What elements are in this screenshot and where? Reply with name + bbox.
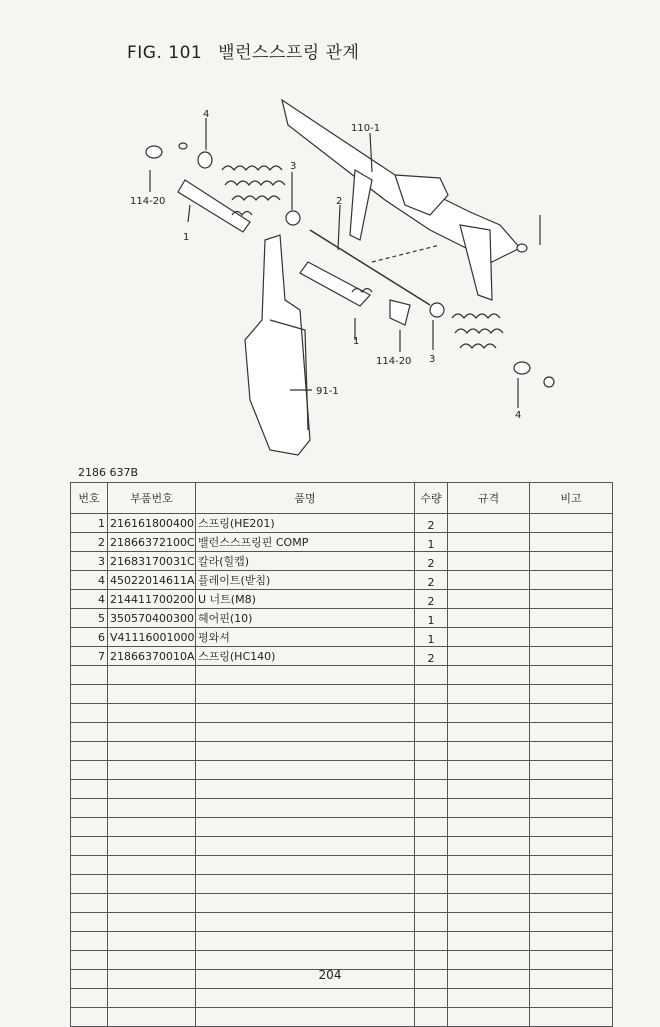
cell-name — [196, 837, 415, 856]
cell-spec — [448, 590, 530, 609]
cell-remarks — [530, 514, 613, 533]
cell-part-no — [108, 837, 196, 856]
cell-qty — [415, 932, 448, 951]
cell-remarks — [530, 1008, 613, 1027]
cell-qty — [415, 780, 448, 799]
cell-remarks — [530, 723, 613, 742]
cell-spec — [448, 514, 530, 533]
cell-spec — [448, 723, 530, 742]
cell-remarks — [530, 628, 613, 647]
cell-name — [196, 932, 415, 951]
table-header-row — [71, 483, 613, 514]
cell-remarks — [530, 666, 613, 685]
table-row — [71, 1008, 613, 1027]
figure-caption: 밸런스스프링 관계 — [218, 43, 360, 63]
col-header-remarks: 비고 — [530, 483, 613, 514]
cell-name: 평와셔 — [196, 628, 415, 647]
cell-qty — [415, 875, 448, 894]
cell-no: 5 — [71, 609, 108, 628]
cell-part-no — [108, 951, 196, 970]
table-row — [71, 856, 613, 875]
cell-remarks — [530, 704, 613, 723]
cell-name: 칼라(힐캡) — [196, 552, 415, 571]
table-row — [71, 742, 613, 761]
cell-no — [71, 1008, 108, 1027]
cell-part-no: 216161800400 — [108, 514, 196, 533]
cell-qty — [415, 894, 448, 913]
cell-remarks — [530, 552, 613, 571]
cell-name — [196, 723, 415, 742]
cell-qty — [415, 723, 448, 742]
cell-spec — [448, 837, 530, 856]
cell-qty — [415, 685, 448, 704]
cell-no — [71, 875, 108, 894]
cell-part-no — [108, 742, 196, 761]
page-number: 204 — [318, 968, 342, 982]
cell-qty — [415, 742, 448, 761]
cell-name: 플레이트(받침) — [196, 571, 415, 590]
cell-remarks — [530, 742, 613, 761]
cell-remarks — [530, 837, 613, 856]
cell-part-no — [108, 932, 196, 951]
figure-number: FIG. 101 — [127, 43, 203, 63]
cell-part-no — [108, 875, 196, 894]
cell-name — [196, 761, 415, 780]
cell-qty — [415, 799, 448, 818]
cell-no — [71, 932, 108, 951]
cell-part-no — [108, 780, 196, 799]
cell-part-no — [108, 704, 196, 723]
cell-spec — [448, 685, 530, 704]
table-row — [71, 571, 613, 590]
table-row — [71, 951, 613, 970]
cell-spec — [448, 628, 530, 647]
cell-qty — [415, 989, 448, 1008]
cell-remarks — [530, 685, 613, 704]
cell-part-no — [108, 913, 196, 932]
exploded-parts-diagram — [0, 0, 660, 470]
cell-remarks — [530, 989, 613, 1008]
table-row — [71, 761, 613, 780]
cell-part-no: 21866370010A — [108, 647, 196, 666]
callout-2: 2 — [336, 196, 343, 207]
cell-remarks — [530, 875, 613, 894]
callout-91-1: 91-1 — [316, 386, 339, 397]
cell-remarks — [530, 761, 613, 780]
table-row — [71, 723, 613, 742]
cell-spec — [448, 647, 530, 666]
table-row — [71, 590, 613, 609]
cell-part-no: 45022014611A — [108, 571, 196, 590]
cell-remarks — [530, 590, 613, 609]
table-row — [71, 989, 613, 1008]
cell-no — [71, 666, 108, 685]
cell-part-no — [108, 894, 196, 913]
cell-name — [196, 742, 415, 761]
table-row — [71, 837, 613, 856]
cell-remarks — [530, 932, 613, 951]
cell-qty — [415, 704, 448, 723]
cell-no — [71, 951, 108, 970]
table-row — [71, 533, 613, 552]
parts-table — [70, 482, 613, 1027]
cell-remarks — [530, 571, 613, 590]
cell-remarks — [530, 799, 613, 818]
cell-no: 6 — [71, 628, 108, 647]
cell-spec — [448, 609, 530, 628]
cell-name — [196, 856, 415, 875]
table-row — [71, 894, 613, 913]
cell-part-no: 21683170031C — [108, 552, 196, 571]
cell-spec — [448, 932, 530, 951]
cell-remarks — [530, 533, 613, 552]
cell-name — [196, 875, 415, 894]
cell-no — [71, 761, 108, 780]
cell-part-no — [108, 761, 196, 780]
cell-name — [196, 818, 415, 837]
cell-remarks — [530, 856, 613, 875]
cell-part-no — [108, 1008, 196, 1027]
cell-qty — [415, 1008, 448, 1027]
table-row — [71, 799, 613, 818]
callout-3-bottom: 3 — [429, 354, 436, 365]
cell-name — [196, 913, 415, 932]
cell-part-no: 214411700200 — [108, 590, 196, 609]
callout-1-left: 1 — [183, 232, 190, 243]
table-row — [71, 913, 613, 932]
cell-spec — [448, 856, 530, 875]
cell-no — [71, 685, 108, 704]
cell-spec — [448, 894, 530, 913]
cell-no: 4 — [71, 571, 108, 590]
cell-qty: 2 — [415, 590, 448, 609]
cell-spec — [448, 951, 530, 970]
parts-table-body — [71, 514, 613, 1027]
cell-name — [196, 685, 415, 704]
callout-3-top: 3 — [290, 161, 297, 172]
cell-no — [71, 894, 108, 913]
cell-spec — [448, 780, 530, 799]
col-header-part-no: 부품번호 — [108, 483, 196, 514]
cell-remarks — [530, 818, 613, 837]
cell-qty — [415, 837, 448, 856]
cell-name — [196, 780, 415, 799]
cell-name: 스프링(HE201) — [196, 514, 415, 533]
callout-1-right: 1 — [353, 336, 360, 347]
cell-remarks — [530, 951, 613, 970]
cell-part-no — [108, 856, 196, 875]
cell-name: 헤어핀(10) — [196, 609, 415, 628]
cell-spec — [448, 1008, 530, 1027]
table-row — [71, 932, 613, 951]
cell-spec — [448, 666, 530, 685]
cell-name — [196, 1008, 415, 1027]
cell-spec — [448, 875, 530, 894]
cell-no: 2 — [71, 533, 108, 552]
cell-name — [196, 799, 415, 818]
cell-name — [196, 704, 415, 723]
cell-part-no — [108, 818, 196, 837]
table-row — [71, 818, 613, 837]
cell-qty: 2 — [415, 514, 448, 533]
cell-spec — [448, 704, 530, 723]
table-row — [71, 647, 613, 666]
table-row — [71, 552, 613, 571]
cell-name: U 너트(M8) — [196, 590, 415, 609]
cell-no — [71, 742, 108, 761]
table-row — [71, 875, 613, 894]
cell-qty: 2 — [415, 552, 448, 571]
cell-qty: 1 — [415, 533, 448, 552]
cell-qty: 2 — [415, 647, 448, 666]
cell-no: 3 — [71, 552, 108, 571]
cell-part-no — [108, 685, 196, 704]
cell-remarks — [530, 609, 613, 628]
cell-part-no — [108, 723, 196, 742]
cell-no — [71, 837, 108, 856]
col-header-no: 번호 — [71, 483, 108, 514]
cell-no: 1 — [71, 514, 108, 533]
cell-no — [71, 780, 108, 799]
cell-name — [196, 666, 415, 685]
cell-part-no — [108, 666, 196, 685]
cell-name: 밸런스스프링핀 COMP — [196, 533, 415, 552]
cell-qty — [415, 761, 448, 780]
cell-name — [196, 989, 415, 1008]
cell-no: 4 — [71, 590, 108, 609]
cell-part-no — [108, 799, 196, 818]
table-row — [71, 780, 613, 799]
cell-part-no: 350570400300 — [108, 609, 196, 628]
cell-no — [71, 856, 108, 875]
table-row — [71, 666, 613, 685]
callout-114-20-left: 114-20 — [130, 196, 166, 207]
cell-no — [71, 704, 108, 723]
table-row — [71, 609, 613, 628]
callout-4-bottom: 4 — [515, 410, 522, 421]
cell-qty — [415, 818, 448, 837]
cell-part-no — [108, 989, 196, 1008]
cell-spec — [448, 742, 530, 761]
cell-name: 스프링(HC140) — [196, 647, 415, 666]
cell-qty: 1 — [415, 609, 448, 628]
cell-spec — [448, 989, 530, 1008]
cell-name — [196, 894, 415, 913]
cell-remarks — [530, 894, 613, 913]
cell-qty — [415, 913, 448, 932]
col-header-spec: 규격 — [448, 483, 530, 514]
cell-spec — [448, 552, 530, 571]
cell-no — [71, 799, 108, 818]
callout-110-1: 110-1 — [351, 123, 381, 134]
cell-no — [71, 818, 108, 837]
cell-no — [71, 989, 108, 1008]
cell-qty — [415, 856, 448, 875]
cell-name — [196, 951, 415, 970]
callout-114-20-right: 114-20 — [376, 356, 412, 367]
drawing-number: 2186 637B — [78, 466, 139, 479]
cell-qty: 1 — [415, 628, 448, 647]
table-row — [71, 704, 613, 723]
callout-4-top: 4 — [203, 109, 210, 120]
cell-spec — [448, 571, 530, 590]
col-header-name: 품명 — [196, 483, 415, 514]
cell-spec — [448, 799, 530, 818]
col-header-qty: 수량 — [415, 483, 448, 514]
cell-spec — [448, 761, 530, 780]
cell-no — [71, 913, 108, 932]
cell-remarks — [530, 913, 613, 932]
cell-spec — [448, 533, 530, 552]
cell-qty — [415, 951, 448, 970]
cell-no — [71, 723, 108, 742]
cell-part-no: 21866372100C — [108, 533, 196, 552]
cell-no: 7 — [71, 647, 108, 666]
cell-spec — [448, 913, 530, 932]
table-row — [71, 514, 613, 533]
cell-qty — [415, 666, 448, 685]
cell-spec — [448, 818, 530, 837]
cell-remarks — [530, 780, 613, 799]
cell-remarks — [530, 647, 613, 666]
cell-qty: 2 — [415, 571, 448, 590]
cell-part-no: V41116001000 — [108, 628, 196, 647]
table-row — [71, 685, 613, 704]
table-row — [71, 628, 613, 647]
